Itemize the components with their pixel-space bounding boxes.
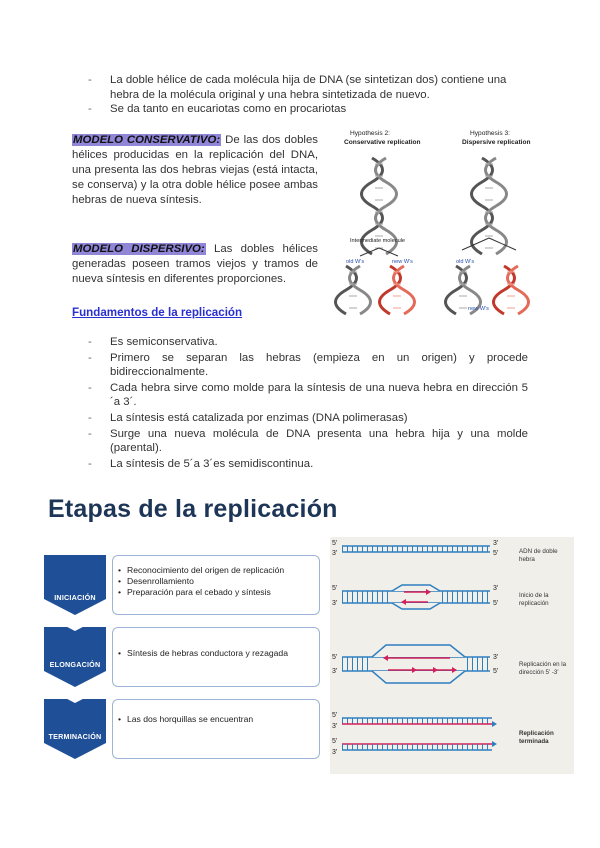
three-prime: 3' xyxy=(493,585,499,592)
conservativo-label: MODELO CONSERVATIVO: xyxy=(73,134,221,146)
hypothesis-figure xyxy=(332,128,532,330)
h2-title: Hypothesis 2: xyxy=(350,130,390,137)
three-prime: 3' xyxy=(332,749,338,756)
list-item: - La síntesis está catalizada por enzimas (DNA polimerasas) xyxy=(88,411,528,426)
three-prime: 3' xyxy=(493,540,499,547)
stage-item: • Síntesis de hebras conductora y rezagada xyxy=(127,648,319,659)
five-prime: 5' xyxy=(332,540,338,547)
list-item: - Primero se separan las hebras (empieza en un origen) y procede bidireccionalmente. xyxy=(88,351,528,380)
stage-box xyxy=(112,555,320,615)
conservativo-text: De las dos dobles hélices producidas en la replicación del DNA, una presenta las dos hebras viejas (está intacta, se conserva) y la otra doble hélice posee ambas hebras de nueva síntesis. xyxy=(72,134,318,206)
three-prime: 3' xyxy=(332,600,338,607)
five-prime: 5' xyxy=(332,654,338,661)
five-prime: 5' xyxy=(493,550,499,557)
stage-elongacion xyxy=(44,627,320,687)
h3-subtitle: Dispersive replication xyxy=(462,139,531,146)
stage-box xyxy=(112,699,320,759)
list-item: - Es semiconservativa. xyxy=(88,335,528,350)
five-prime: 5' xyxy=(332,712,338,719)
fundamentos-heading[interactable]: Fundamentos de la replicación xyxy=(72,306,243,319)
old-label: old W's xyxy=(346,259,365,265)
chevron-shape xyxy=(44,699,106,759)
stage-terminacion xyxy=(44,699,320,759)
h2-subtitle: Conservative replication xyxy=(344,139,421,146)
list-item: - Cada hebra sirve como molde para la síntesis de una nueva hebra en dirección 5´a 3´. xyxy=(88,381,528,410)
chevron-shape xyxy=(44,627,106,687)
dispersivo-label: MODELO DISPERSIVO: xyxy=(73,243,205,255)
stage-item: • Reconocimiento del origen de replicación xyxy=(127,565,319,576)
old-label: old W's xyxy=(456,259,475,265)
list-item: - La doble hélice de cada molécula hija de DNA (se sintetizan dos) contiene una hebra de la molécula original y una hebra sintetizada de nuevo. xyxy=(88,73,528,102)
stage-box xyxy=(112,627,320,687)
stage-label: ELONGACIÓN xyxy=(49,660,101,669)
stage-item: • Desenrollamiento xyxy=(127,576,319,587)
intermediate-label: Intermediate molecule xyxy=(350,238,406,244)
list-item: - Se da tanto en eucariotas como en procariotas xyxy=(88,102,528,117)
five-prime: 5' xyxy=(332,585,338,592)
stage-label: INICIACIÓN xyxy=(54,593,96,602)
five-prime: 5' xyxy=(332,738,338,745)
new-label: new W's xyxy=(392,259,413,265)
rep-label-direction: Replicación en la dirección 5' -3' xyxy=(519,661,567,676)
stage-item: • Preparación para el cebado y síntesis xyxy=(127,587,319,598)
three-prime: 3' xyxy=(493,654,499,661)
list-item: - Surge una nueva molécula de DNA presenta una hebra hija y una molde (parental). xyxy=(88,427,528,456)
five-prime: 5' xyxy=(493,600,499,607)
new-label: new W's xyxy=(468,306,489,312)
chevron-shape xyxy=(44,555,106,615)
five-prime: 5' xyxy=(493,668,499,675)
rep-label-start: Inicio de la replicación xyxy=(519,592,549,607)
dispersivo-text: Las dobles hélices generadas poseen tramos viejos y tramos de nueva síntesis en diferentes proporciones. xyxy=(72,243,318,285)
dispersivo-paragraph xyxy=(72,242,318,287)
stage-iniciacion xyxy=(44,555,320,615)
dna-hypothesis-illustration xyxy=(332,128,532,330)
stage-label: TERMINACIÓN xyxy=(48,732,102,741)
three-prime: 3' xyxy=(332,723,338,730)
rep-label-end: Replicación terminada xyxy=(519,730,554,745)
stage-item: • Las dos horquillas se encuentran xyxy=(127,714,319,725)
fundamentos-list xyxy=(88,335,528,471)
list-item: - La síntesis de 5´a 3´es semidiscontinua. xyxy=(88,457,528,472)
top-bullet-list xyxy=(88,73,528,117)
three-prime: 3' xyxy=(332,550,338,557)
rep-label-double: ADN de doble hebra xyxy=(519,548,558,563)
conservativo-paragraph xyxy=(72,133,318,208)
h3-title: Hypothesis 3: xyxy=(470,130,510,137)
three-prime: 3' xyxy=(332,668,338,675)
etapas-heading: Etapas de la replicación xyxy=(48,495,338,523)
